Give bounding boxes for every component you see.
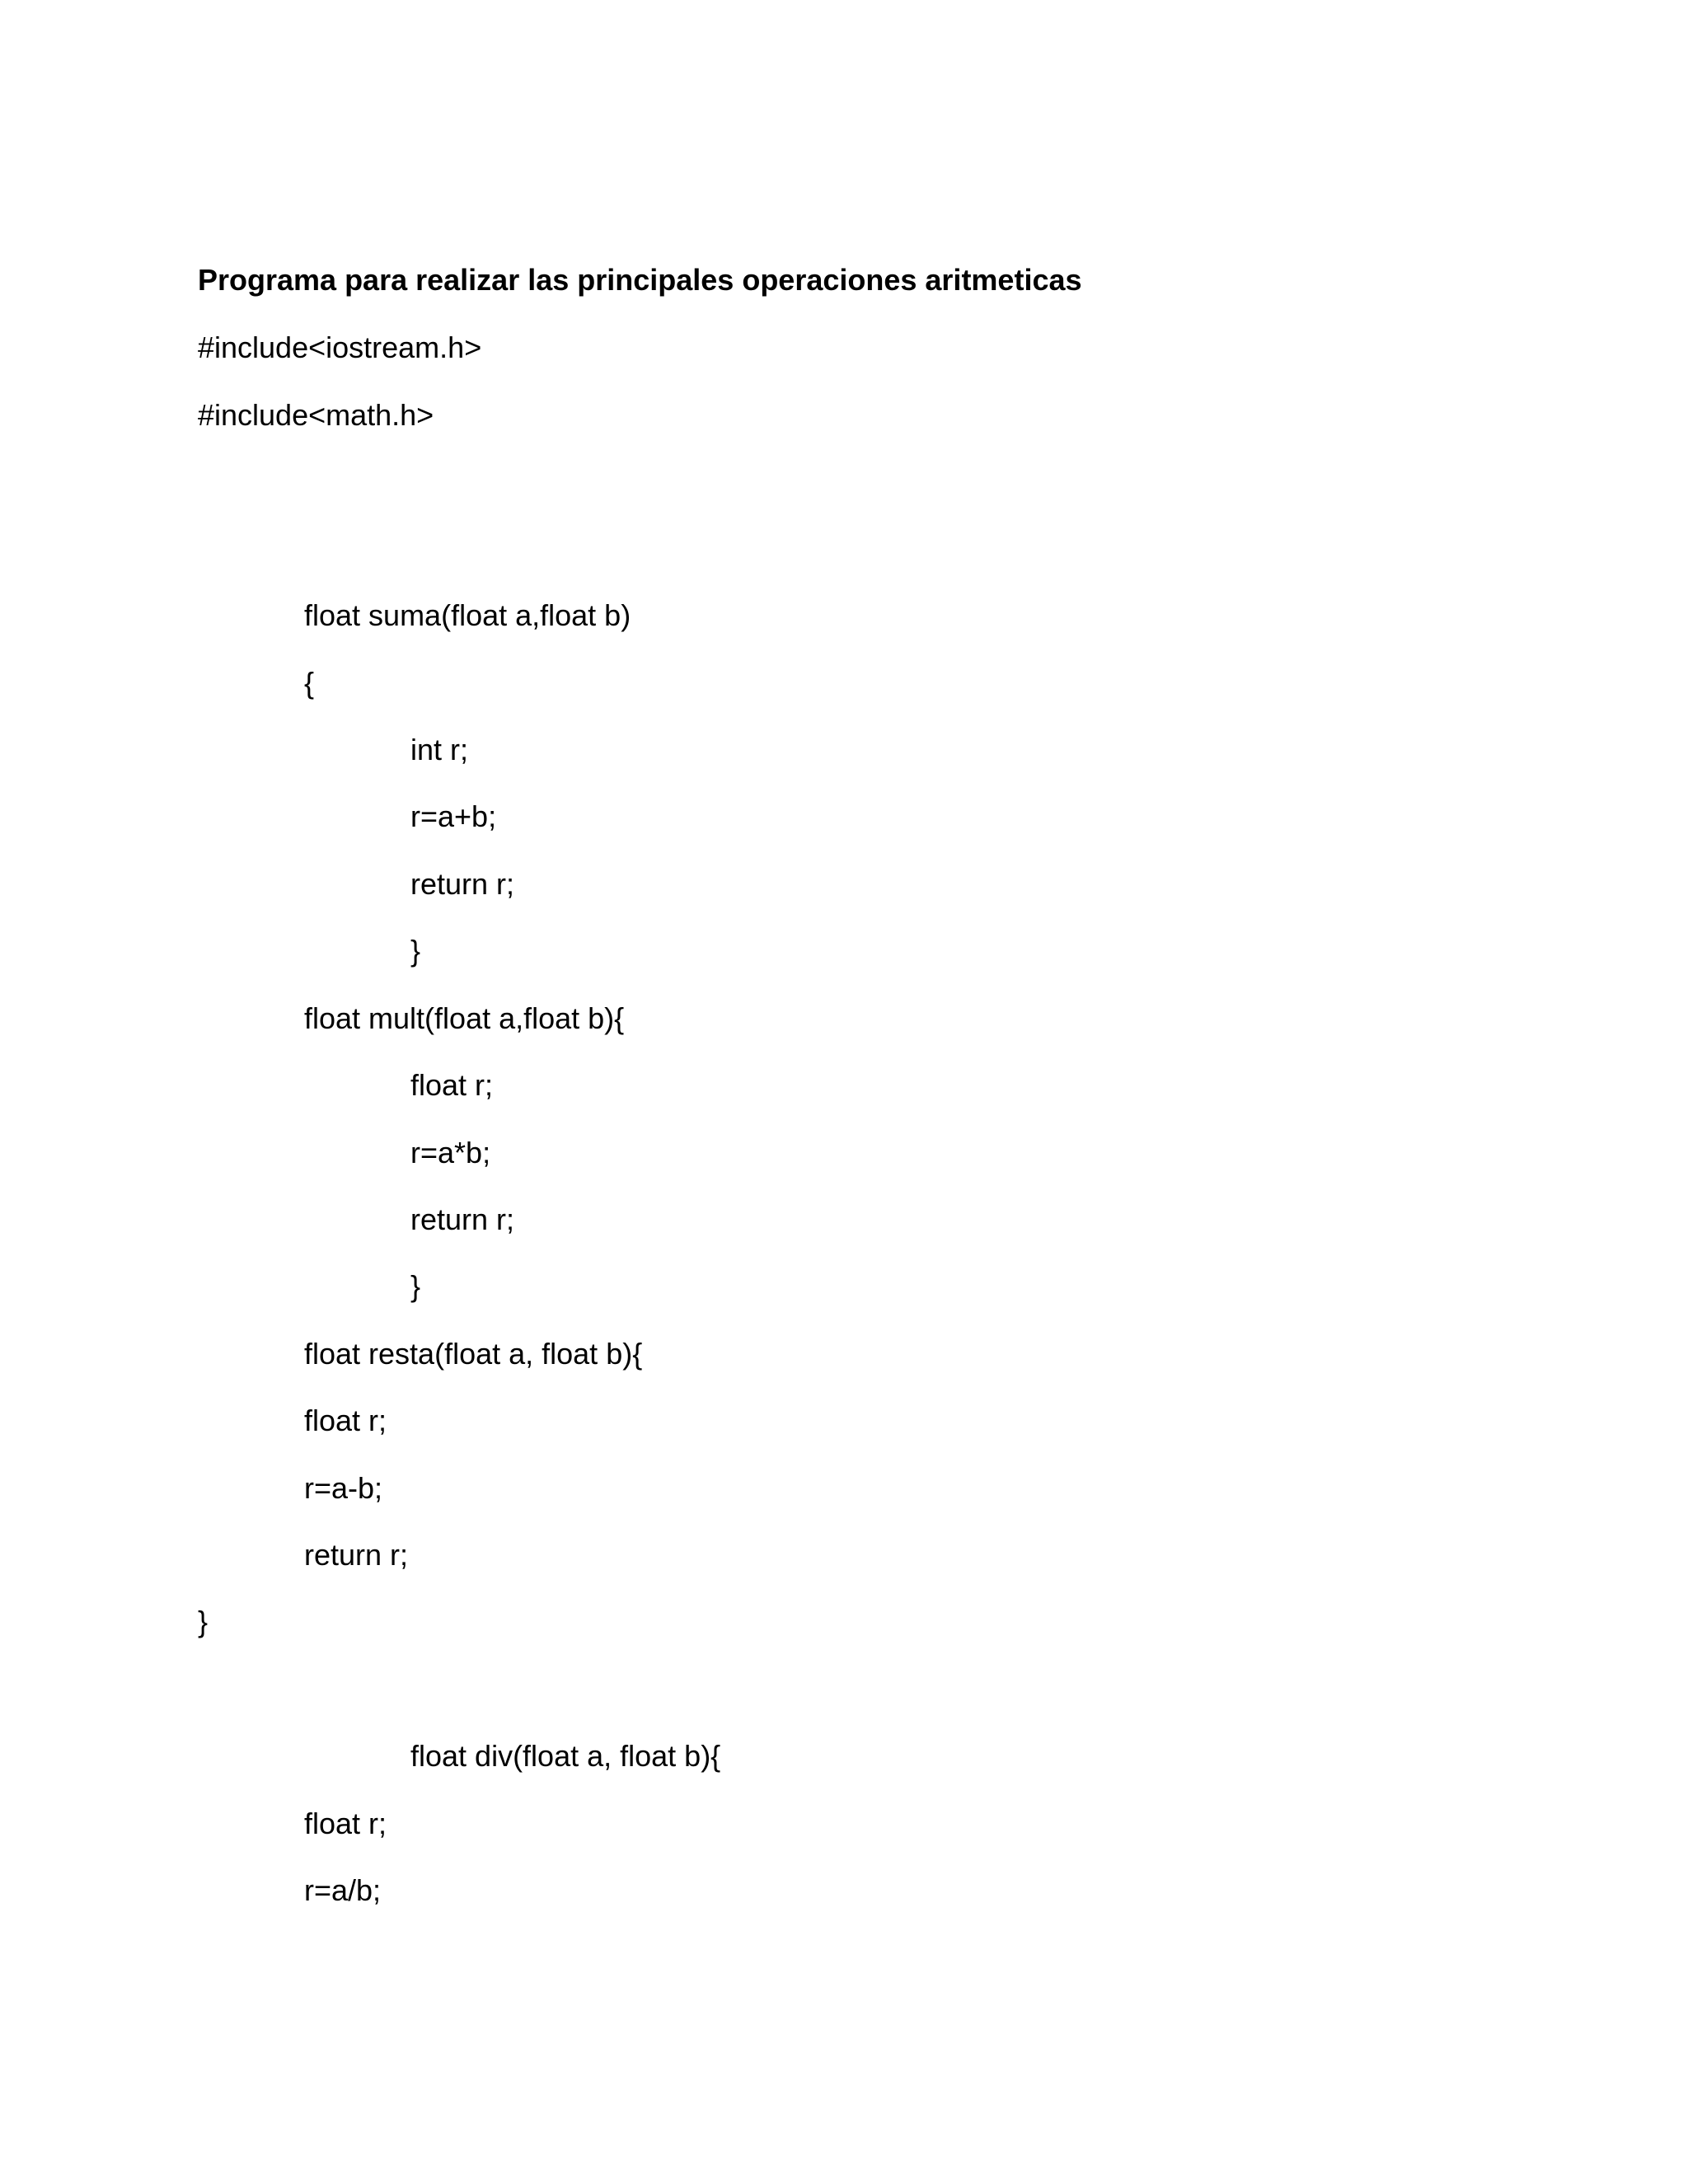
code-line: int r; <box>410 733 469 766</box>
code-line: r=a+b; <box>410 799 497 833</box>
code-line: } <box>410 1269 421 1303</box>
code-line: return r; <box>304 1538 409 1572</box>
code-line: { <box>304 666 315 700</box>
document-title: Programa para realizar las principales operaciones aritmeticas <box>198 263 1082 297</box>
code-line: return r; <box>410 1202 515 1236</box>
code-line: r=a*b; <box>410 1136 491 1169</box>
code-line: float r; <box>410 1068 494 1102</box>
code-line: #include<math.h> <box>198 398 434 432</box>
code-line: } <box>410 934 421 968</box>
code-line: float div(float a, float b){ <box>410 1739 721 1773</box>
code-line: r=a-b; <box>304 1471 383 1505</box>
code-line: #include<iostream.h> <box>198 330 482 364</box>
code-line: float r; <box>304 1404 387 1437</box>
code-line: float suma(float a,float b) <box>304 598 631 632</box>
code-line: float mult(float a,float b){ <box>304 1001 625 1035</box>
code-line: } <box>198 1605 209 1638</box>
code-line: float r; <box>304 1807 387 1840</box>
code-line: return r; <box>410 867 515 901</box>
code-line: r=a/b; <box>304 1873 382 1907</box>
code-line: float resta(float a, float b){ <box>304 1337 643 1371</box>
